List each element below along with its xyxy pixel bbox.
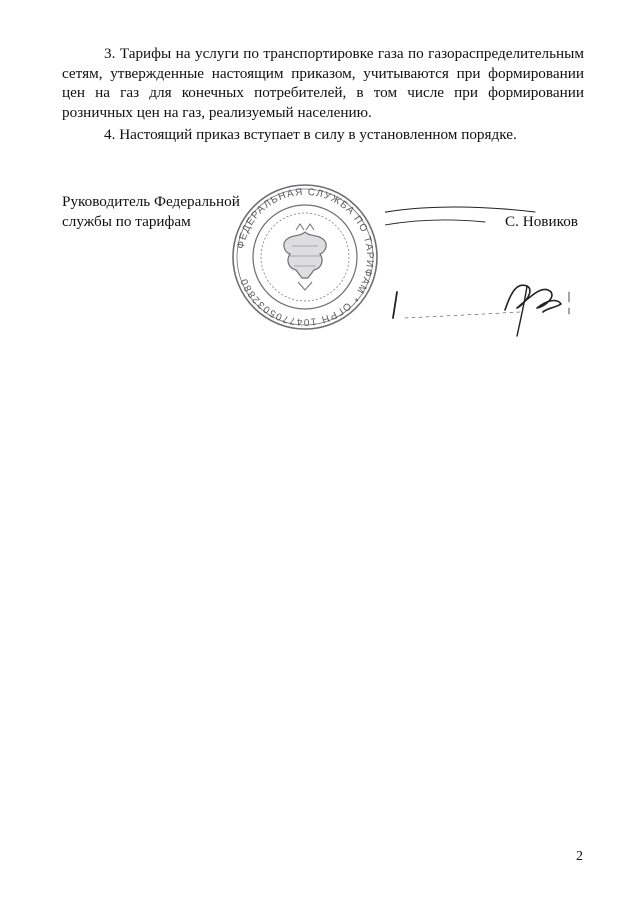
signatory-name: С. Новиков	[505, 213, 578, 230]
signatory-position-line2: службы по тарифам	[62, 212, 191, 230]
seal-outer-text: ФЕДЕРАЛЬНАЯ СЛУЖБА ПО ТАРИФАМ * ОГРН 1047705032880	[235, 186, 376, 328]
paragraph-4: 4. Настоящий приказ вступает в силу в установленном порядке.	[104, 126, 517, 143]
page-number: 2	[576, 849, 583, 864]
paragraph-3: 3. Тарифы на услуги по транспортировке газа по газораспределительным сетям, утвержденные настоящим приказом, учитываются при формировании цен на газ для конечных потребителей, в том числе при формировании розничных цен на газ, реализуемый населению.	[62, 45, 584, 121]
signatory-position-line1: Руководитель Федеральной	[62, 193, 240, 210]
official-seal-icon	[230, 182, 380, 332]
signatory-position	[62, 192, 240, 231]
